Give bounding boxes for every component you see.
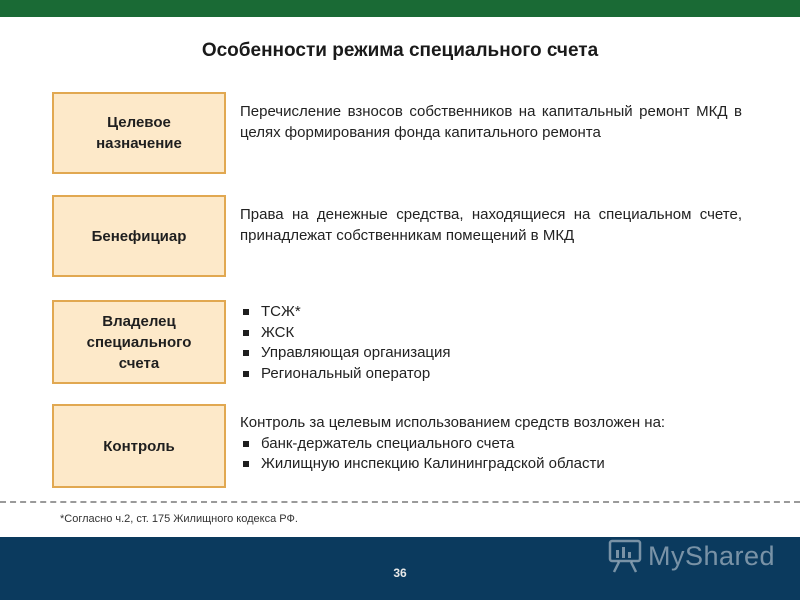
slide-title: Особенности режима специального счета	[201, 40, 599, 61]
label-box-account-owner	[52, 300, 226, 384]
dashed-divider	[0, 501, 800, 503]
label-box-beneficiary	[52, 195, 226, 277]
label-box-purpose	[52, 92, 226, 174]
presentation-board-icon	[608, 538, 642, 574]
description-control	[240, 413, 742, 475]
watermark	[608, 538, 775, 574]
label-purpose: Целевое назначение	[96, 114, 182, 152]
label-account-owner: Владелец специального счета	[86, 312, 192, 372]
watermark-text: MyShared	[648, 540, 776, 571]
top-accent-bar	[0, 0, 800, 17]
label-beneficiary: Бенефициар	[91, 227, 187, 245]
description-beneficiary: Права на денежные средства, находящиеся на специальном счете, принадлежат собственникам помещений в МКД	[240, 206, 742, 244]
page-number: 36	[393, 566, 407, 580]
owner-list	[240, 302, 742, 384]
list-item: ЖСК	[240, 323, 742, 344]
list-item: Управляющая организация	[240, 343, 742, 364]
label-control: Контроль	[103, 437, 175, 455]
list-item: банк-держатель специального счета	[240, 434, 742, 455]
description-purpose: Перечисление взносов собственников на капитальный ремонт МКД в целях формирования фонда капитального ремонта	[240, 103, 742, 141]
footnote: *Согласно ч.2, ст. 175 Жилищного кодекса РФ.	[60, 513, 298, 525]
control-intro: Контроль за целевым использованием средств возложен на:	[240, 414, 666, 431]
list-item: Региональный оператор	[240, 364, 742, 385]
list-item: Жилищную инспекцию Калининградской области	[240, 454, 742, 475]
label-box-control	[52, 404, 226, 488]
list-item: ТСЖ*	[240, 302, 742, 323]
